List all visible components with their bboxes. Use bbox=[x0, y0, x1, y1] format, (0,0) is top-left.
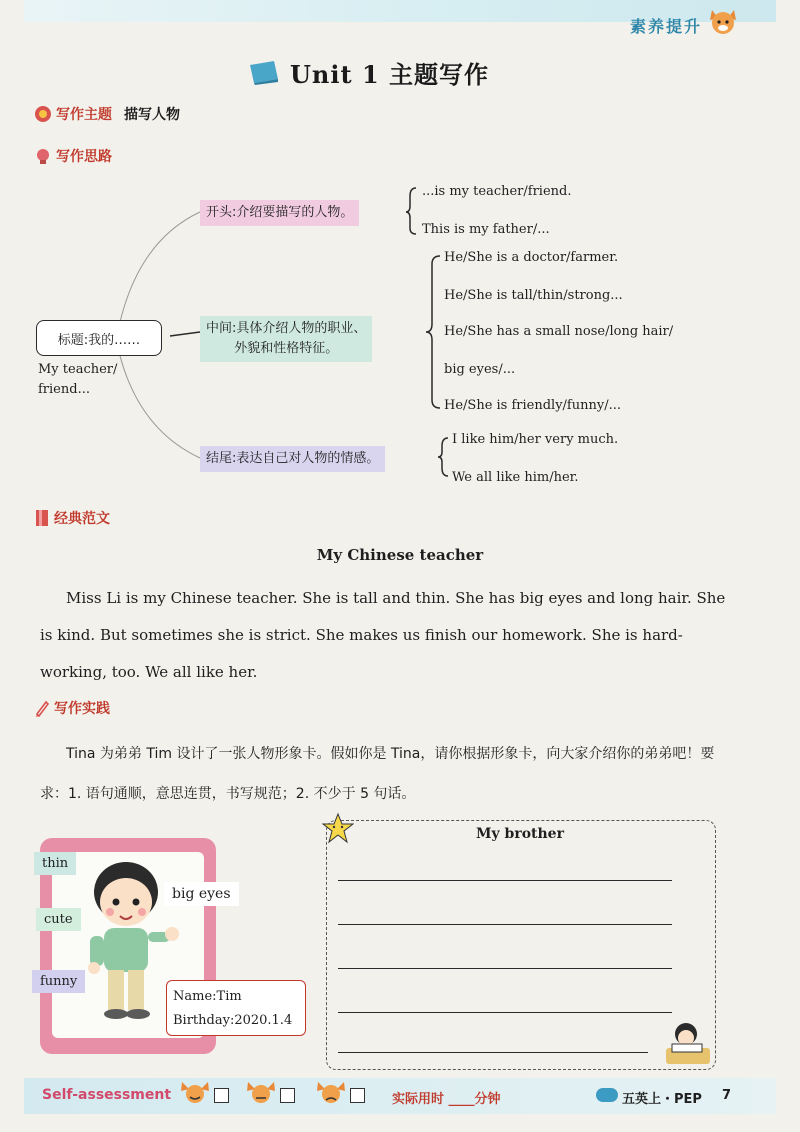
ending-box: 结尾:表达自己对人物的情感。 bbox=[200, 446, 385, 472]
card-tag-funny: funny bbox=[32, 970, 85, 993]
topic-heading-label: 写作主题 bbox=[56, 107, 112, 123]
page-number: 7 bbox=[722, 1088, 732, 1103]
middle-example: He/She has a small nose/long hair/ bbox=[444, 324, 674, 339]
card-tag-big-eyes: big eyes bbox=[164, 882, 239, 906]
essay-body: Miss Li is my Chinese teacher. She is tall and thin. She has big eyes and long hair. She is kind. But sometimes she is strict. She makes us finish our homework. She is hard-working, too. We all like her. bbox=[40, 589, 726, 681]
profile-birthday: Birthday:2020.1.4 bbox=[173, 1013, 293, 1028]
mind-map-lines bbox=[0, 0, 800, 520]
page-title: Unit 1 主题写作 bbox=[290, 59, 489, 89]
card-tag-thin: thin bbox=[34, 852, 76, 875]
middle-box bbox=[200, 316, 372, 362]
writing-line[interactable] bbox=[338, 1012, 672, 1013]
fox-face-icon bbox=[246, 1080, 276, 1104]
title-example-line: My teacher/ bbox=[38, 362, 118, 377]
book-code: 五英上・PEP bbox=[622, 1092, 702, 1107]
fox-face-icon bbox=[316, 1080, 346, 1104]
writing-line[interactable] bbox=[338, 1052, 648, 1053]
writing-line[interactable] bbox=[338, 968, 672, 969]
top-band-text: 素养提升 bbox=[630, 17, 703, 36]
middle-example: He/She is tall/thin/strong... bbox=[444, 288, 623, 303]
essay-title: My Chinese teacher bbox=[316, 546, 484, 564]
middle-line: 中间:具体介绍人物的职业、 bbox=[206, 321, 367, 336]
self-assessment-label: Self-assessment bbox=[42, 1087, 172, 1103]
writing-line[interactable] bbox=[338, 924, 672, 925]
time-used: 实际用时 ____分钟 bbox=[392, 1092, 501, 1107]
writing-title: My brother bbox=[476, 826, 564, 842]
writing-line[interactable] bbox=[338, 880, 672, 881]
pencil-icon bbox=[34, 699, 50, 717]
profile-name: Name:Tim bbox=[173, 989, 242, 1004]
opening-box: 开头:介绍要描写的人物。 bbox=[200, 200, 359, 226]
writing-area[interactable] bbox=[326, 820, 716, 1070]
middle-line: 外貌和性格特征。 bbox=[234, 341, 339, 356]
ending-example: We all like him/her. bbox=[452, 470, 579, 485]
title-box: 标题:我的…… bbox=[36, 320, 162, 356]
card-tag-cute: cute bbox=[36, 908, 81, 931]
model-heading-label: 经典范文 bbox=[54, 511, 110, 527]
ending-example: I like him/her very much. bbox=[452, 432, 619, 447]
middle-example: He/She is a doctor/farmer. bbox=[444, 250, 619, 265]
rating-checkbox[interactable] bbox=[350, 1088, 365, 1103]
bookmark-icon bbox=[34, 509, 50, 527]
title-example-line: friend... bbox=[38, 382, 90, 397]
model-heading bbox=[34, 508, 110, 528]
opening-example: This is my father/... bbox=[422, 222, 550, 237]
series-badge-icon bbox=[596, 1088, 618, 1102]
topic-subject: 描写人物 bbox=[124, 107, 180, 123]
rating-checkbox[interactable] bbox=[280, 1088, 295, 1103]
practice-heading-label: 写作实践 bbox=[54, 701, 110, 717]
practice-heading bbox=[34, 698, 110, 718]
rating-checkbox[interactable] bbox=[214, 1088, 229, 1103]
task-instructions: Tina 为弟弟 Tim 设计了一张人物形象卡。假如你是 Tina，请你根据形象卡，向大家介绍你的弟弟吧！要求：1. 语句通顺，意思连贯，书写规范；2. 不少于 5 句话。 bbox=[40, 746, 715, 802]
opening-example: ...is my teacher/friend. bbox=[422, 184, 572, 199]
profile-info bbox=[166, 980, 306, 1036]
fox-face-icon bbox=[180, 1080, 210, 1104]
middle-example: He/She is friendly/funny/... bbox=[444, 398, 621, 413]
outline-heading-label: 写作思路 bbox=[56, 149, 112, 165]
reading-kid-icon bbox=[660, 1020, 716, 1068]
middle-example: big eyes/... bbox=[444, 362, 516, 377]
title-examples bbox=[38, 360, 117, 400]
